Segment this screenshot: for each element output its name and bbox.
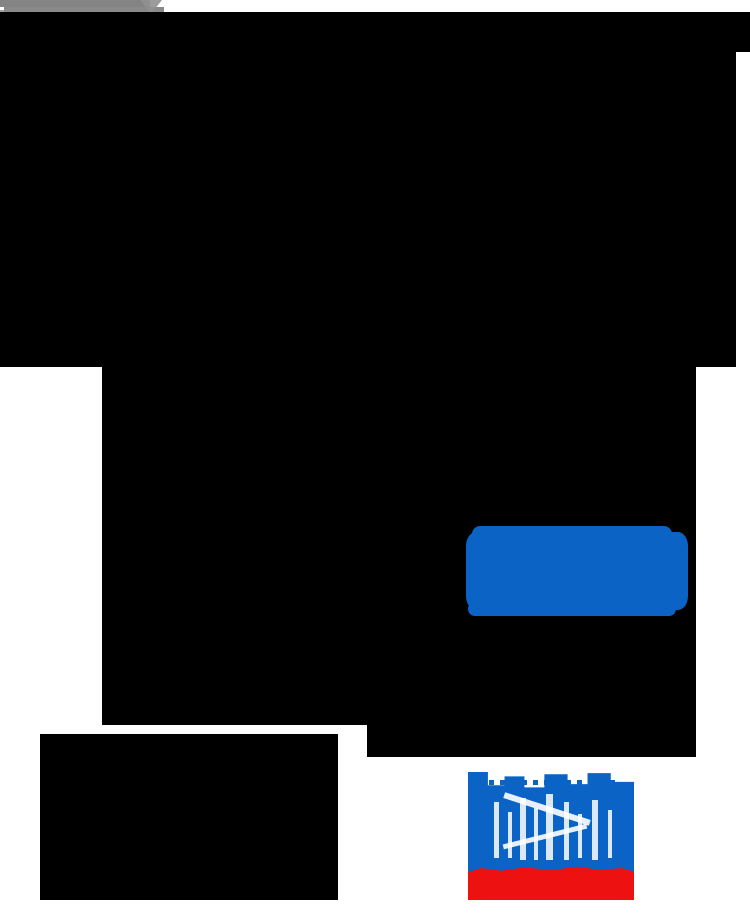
- flag-streak: [520, 798, 526, 860]
- flag-thumbnail[interactable]: [468, 772, 634, 900]
- selection-highlight[interactable]: [466, 532, 688, 610]
- mask-top: [0, 12, 736, 367]
- flag-streak: [592, 800, 598, 860]
- flag-streak: [534, 808, 538, 860]
- mask-right-edge: [736, 12, 750, 52]
- flag-red-band: [468, 866, 634, 900]
- mask-middle-lower: [367, 705, 696, 757]
- flag-streak: [608, 810, 612, 858]
- mask-bottom-left: [40, 734, 338, 900]
- flag-dotted-line: [478, 780, 618, 785]
- toolbar-bar: [0, 0, 150, 7]
- flag-diagonal: [503, 824, 588, 850]
- flag-streak: [508, 812, 512, 858]
- flag-streak: [546, 794, 553, 860]
- flag-streak: [494, 802, 499, 858]
